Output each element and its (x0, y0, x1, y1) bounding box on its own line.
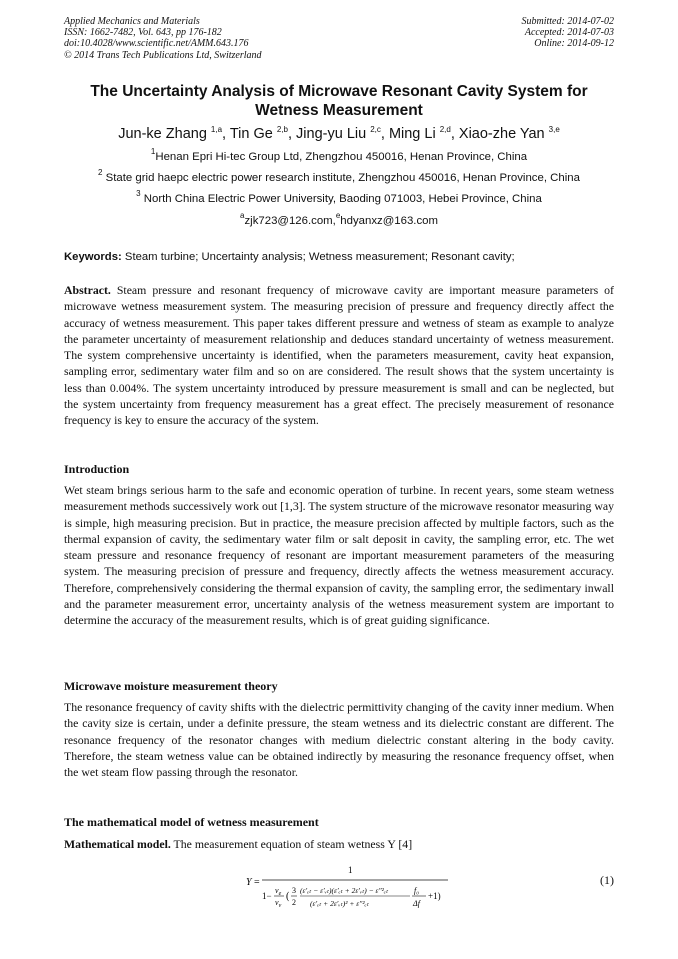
keywords: Keywords: Steam turbine; Uncertainty analysis; Wetness measurement; Resonant cavity; (64, 251, 515, 263)
author: Jun-ke Zhang (118, 126, 211, 142)
introduction-text: Wet steam brings serious harm to the safe and economic operation of turbine. In recent years, some steam wetness measurement methods successively work out [1,3]. The system structure of the microwave resonator measuring way is simple, high measuring precision. But in practice, the measure precision affected by multiple factors, such as the thermal expansion of cavity, the sedimentary water film or salt deposit in cavity, the sampling error, etc. The wet steam pressure and resonance frequency of resonant are important measurement parameters of the measuring system. The measuring precision of pressure and frequency, directly affects the wetness measurement accuracy. Therefore, comprehensively considering the thermal expansion of cavity, the sampling error, the sedimentary inwall and the parameter measurement error, uncertainty analysis of the wetness measurement system are important to determine the accuracy of the measurement results, which is of great guiding significance. (64, 483, 614, 628)
abstract-label: Abstract. (64, 283, 111, 297)
eq-three: 3 (292, 886, 296, 895)
keywords-label: Keywords: (64, 251, 122, 263)
affiliation-3: $^3$ North China Electric Power University, Baoding 071003, Hebei Province, China (136, 189, 542, 205)
eq-f0: f₀ (414, 886, 420, 895)
section-heading-model: The mathematical model of wetness measurement (64, 815, 319, 829)
author: Xiao-zhe Yan (458, 126, 549, 142)
equation-number: (1) (600, 873, 614, 887)
author-list: Jun-ke Zhang $^{1,a}$, Tin Ge $^{2,b}$, Jing-yu Liu $^{2,c}$, Ming Li $^{2,d}$, Xiao-zhe Yan $^{3,e}$ (118, 125, 560, 142)
journal-header (64, 16, 262, 61)
section-heading-introduction: Introduction (64, 462, 130, 476)
model-text: Mathematical model. The measurement equation of steam wetness Y [4] (64, 837, 413, 851)
doi: doi:10.4028/www.scientific.net/AMM.643.176 (64, 38, 249, 50)
submitted-date: Submitted: 2014-07-02 (521, 16, 614, 27)
author-emails: $^a$zjk723@126.com,$^e$hdyanxz@163.com (240, 211, 438, 227)
eq-plus-one: +1) (428, 891, 441, 901)
model-label: Mathematical model. (64, 837, 171, 851)
eq-eps-numerator: (ε′ₑₜ − ε′ᵥₜ)(ε′ₑₜ + 2ε′ᵥₜ) − ε″²ₑₜ (300, 886, 389, 895)
dates-header (522, 16, 615, 50)
journal-name: Applied Mechanics and Materials (64, 16, 200, 27)
copyright: © 2014 Trans Tech Publications Ltd, Switzerland (64, 49, 262, 61)
eq-equals: = (254, 877, 260, 888)
section-heading-theory: Microwave moisture measurement theory (64, 679, 278, 693)
wetness-equation (240, 864, 470, 912)
issn: ISSN: 1662-7482, Vol. 643, pp 176-182 (64, 27, 222, 39)
abstract: Abstract. Steam pressure and resonant frequency of microwave cavity are important measure parameters of microwave wetness measurement system. The measuring precision of pressure and frequency directly affect the accuracy of wetness measurement. This paper takes different pressure and wetness of steam as example to analyze the parameter uncertainty of measurement relationship and deduces standard uncertainty of wetness measurement. The system comprehensive uncertainty is identified, when the parameters measurement, cavity heat expansion, sampling error, sedimentary water film and so on are considered. The result shows that the system uncertainty is less than 0.004%. The system uncertainty introduced by pressure measurement is small and can be neglected, but the system uncertainty from frequency measurement has a great effect. The precisely measurement of resonance frequency is key to ensure the accuracy of the system. (64, 283, 614, 428)
affiliation-2: $^2$ State grid haepc electric power research institute, Zhengzhou 450016, Henan Province, China (98, 168, 580, 184)
eq-delta-f: Δf (413, 899, 420, 908)
author: Jing-yu Liu (296, 126, 371, 142)
eq-lhs: Y (246, 877, 252, 888)
eq-open-paren: ( (286, 891, 290, 902)
eq-two: 2 (292, 898, 296, 907)
author: Tin Ge (229, 126, 277, 142)
eq-nu-e: $\nu_e$ (275, 886, 282, 897)
author: Ming Li (388, 126, 440, 142)
eq-nu-v: $\nu_v$ (275, 898, 282, 909)
eq-numerator: 1 (348, 865, 353, 875)
affiliation-1: $^1$Henan Epri Hi-tec Group Ltd, Zhengzhou 450016, Henan Province, China (150, 147, 528, 163)
eq-eps-denominator: (ε′ₑₜ + 2ε′ᵥₜ)² + ε″²ₑₜ (310, 899, 369, 908)
accepted-date: Accepted: 2014-07-03 (524, 27, 614, 39)
online-date: Online: 2014-09-12 (534, 38, 614, 50)
email-link[interactable]: hdyanxz@163.com (340, 215, 438, 227)
email-link[interactable]: zjk723@126.com, (244, 215, 336, 227)
theory-text: The resonance frequency of cavity shifts with the dielectric permittivity changing of the cavity inner medium. When the cavity size is certain, under a definite pressure, the steam wetness and its dielectric constant are different. The resonance frequency of the resonator changes with medium dielectric constant altering in the body cavity. Therefore, the steam wetness value can be obtained indirectly by measuring the resonance frequency offset, when the wet steam flow passing through the resonator. (64, 700, 614, 780)
paper-title: The Uncertainty Analysis of Microwave Resonant Cavity System for Wetness Measurement (90, 83, 588, 119)
eq-one: 1− (262, 891, 272, 901)
